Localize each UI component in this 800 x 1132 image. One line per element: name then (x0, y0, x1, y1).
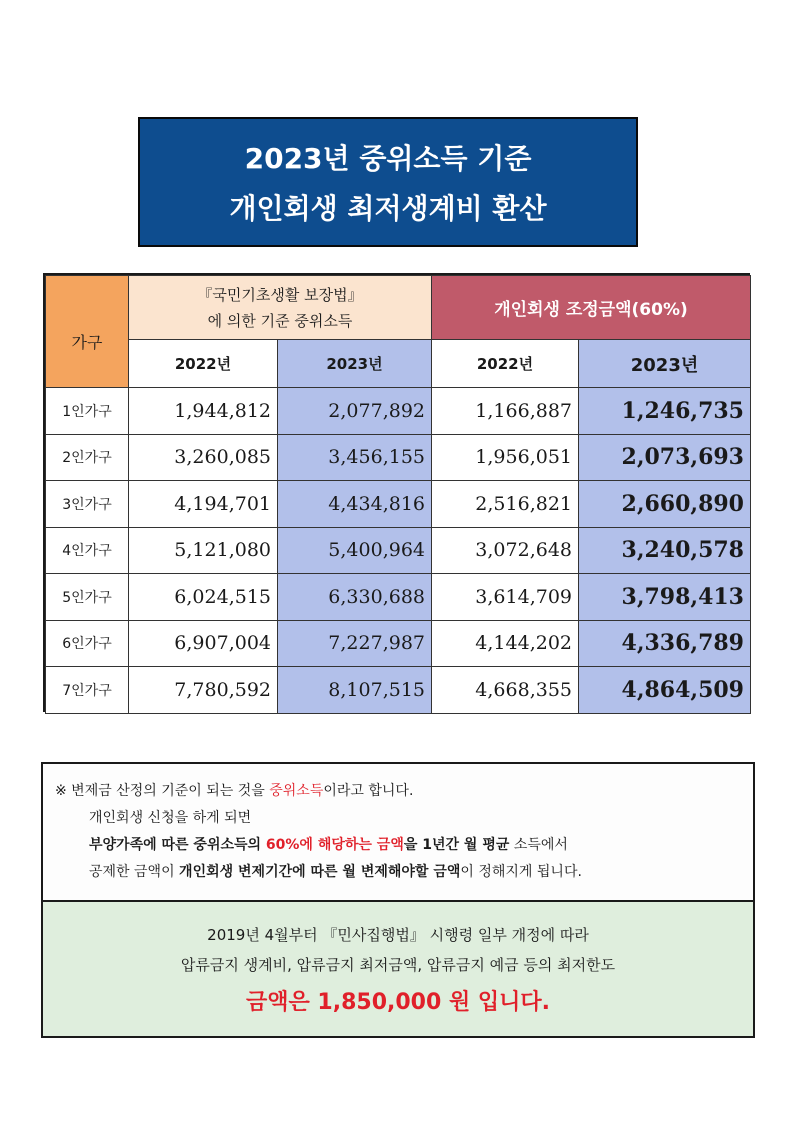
notice-text: 이 정해지게 됩니다. (460, 864, 582, 880)
exemption-line-2: 압류금지 생계비, 압류금지 최저금액, 압류금지 예금 등의 최저한도 (180, 956, 616, 974)
header-adjust-2023: 2023년 (579, 340, 751, 388)
household-label: 5인가구 (46, 574, 129, 621)
exemption-amount: 금액은 1,850,000 원 입니다. (246, 990, 550, 1015)
header-household: 가구 (46, 276, 129, 388)
household-label: 6인가구 (46, 620, 129, 667)
notice-line-1 (55, 778, 741, 805)
household-label: 7인가구 (46, 667, 129, 714)
adjust-2023-cell: 1,246,735 (579, 388, 751, 435)
notice-line-3 (55, 832, 741, 859)
median-2023-cell: 8,107,515 (278, 667, 432, 714)
adjust-2023-cell: 3,798,413 (579, 574, 751, 621)
notice-highlight: 중위소득 (269, 783, 324, 799)
median-2022-cell: 6,024,515 (129, 574, 278, 621)
title-line2: 개인회생 최저생계비 환산 (229, 192, 547, 225)
adjust-2023-cell: 3,240,578 (579, 527, 751, 574)
table-row (46, 388, 751, 435)
notice-line-4 (55, 859, 741, 886)
adjust-2022-cell: 3,072,648 (432, 527, 579, 574)
median-2023-cell: 3,456,155 (278, 434, 432, 481)
table-row (46, 620, 751, 667)
median-2022-cell: 7,780,592 (129, 667, 278, 714)
adjust-2022-cell: 4,668,355 (432, 667, 579, 714)
median-2022-cell: 4,194,701 (129, 481, 278, 528)
header-median-2022: 2022년 (129, 340, 278, 388)
table-row (46, 434, 751, 481)
adjust-2023-cell: 4,864,509 (579, 667, 751, 714)
adjust-2022-cell: 4,144,202 (432, 620, 579, 667)
title-banner (138, 117, 638, 247)
notice-bold: 을 1년간 월 평균 (403, 837, 510, 853)
median-2023-cell: 6,330,688 (278, 574, 432, 621)
header-median-line1: 『국민기초생활 보장법』 (197, 285, 363, 304)
adjust-2023-cell: 2,073,693 (579, 434, 751, 481)
table-row (46, 667, 751, 714)
exemption-notice (43, 902, 753, 1036)
adjust-2022-cell: 3,614,709 (432, 574, 579, 621)
median-2023-cell: 4,434,816 (278, 481, 432, 528)
notice-explanation (43, 764, 753, 902)
notice-box (41, 762, 755, 1038)
table-row (46, 574, 751, 621)
table-row (46, 527, 751, 574)
notice-highlight: 60%에 해당하는 금액 (265, 837, 404, 853)
household-label: 1인가구 (46, 388, 129, 435)
median-2022-cell: 1,944,812 (129, 388, 278, 435)
table-row (46, 481, 751, 528)
exemption-line-1: 2019년 4월부터 『민사집행법』 시행령 일부 개정에 따라 (207, 926, 589, 944)
header-median-2023: 2023년 (278, 340, 432, 388)
household-label: 4인가구 (46, 527, 129, 574)
notice-line-2: 개인회생 신청을 하게 되면 (89, 810, 252, 826)
median-2023-cell: 5,400,964 (278, 527, 432, 574)
household-label: 2인가구 (46, 434, 129, 481)
median-2023-cell: 2,077,892 (278, 388, 432, 435)
notice-text: 공제한 금액이 (89, 864, 180, 880)
median-2023-cell: 7,227,987 (278, 620, 432, 667)
title-line1: 2023년 중위소득 기준 (244, 142, 532, 175)
adjust-2022-cell: 2,516,821 (432, 481, 579, 528)
notice-bold: 부양가족에 따른 중위소득의 (89, 837, 266, 853)
adjust-2023-cell: 4,336,789 (579, 620, 751, 667)
adjust-2023-cell: 2,660,890 (579, 481, 751, 528)
adjust-2022-cell: 1,166,887 (432, 388, 579, 435)
header-median-income (129, 276, 432, 340)
notice-text: 이라고 합니다. (323, 783, 414, 799)
income-table (43, 273, 750, 712)
median-2022-cell: 5,121,080 (129, 527, 278, 574)
table-body (46, 388, 751, 714)
notice-bold: 개인회생 변제기간에 따른 월 변제해야할 금액 (179, 864, 461, 880)
notice-text: ※ 변제금 산정의 기준이 되는 것을 (55, 783, 270, 799)
header-adjust-2022: 2022년 (432, 340, 579, 388)
household-label: 3인가구 (46, 481, 129, 528)
adjust-2022-cell: 1,956,051 (432, 434, 579, 481)
median-2022-cell: 3,260,085 (129, 434, 278, 481)
median-2022-cell: 6,907,004 (129, 620, 278, 667)
header-median-line2: 에 의한 기준 중위소득 (207, 311, 353, 330)
header-adjusted-amount: 개인회생 조정금액(60%) (432, 276, 751, 340)
notice-text: 소득에서 (509, 837, 568, 853)
